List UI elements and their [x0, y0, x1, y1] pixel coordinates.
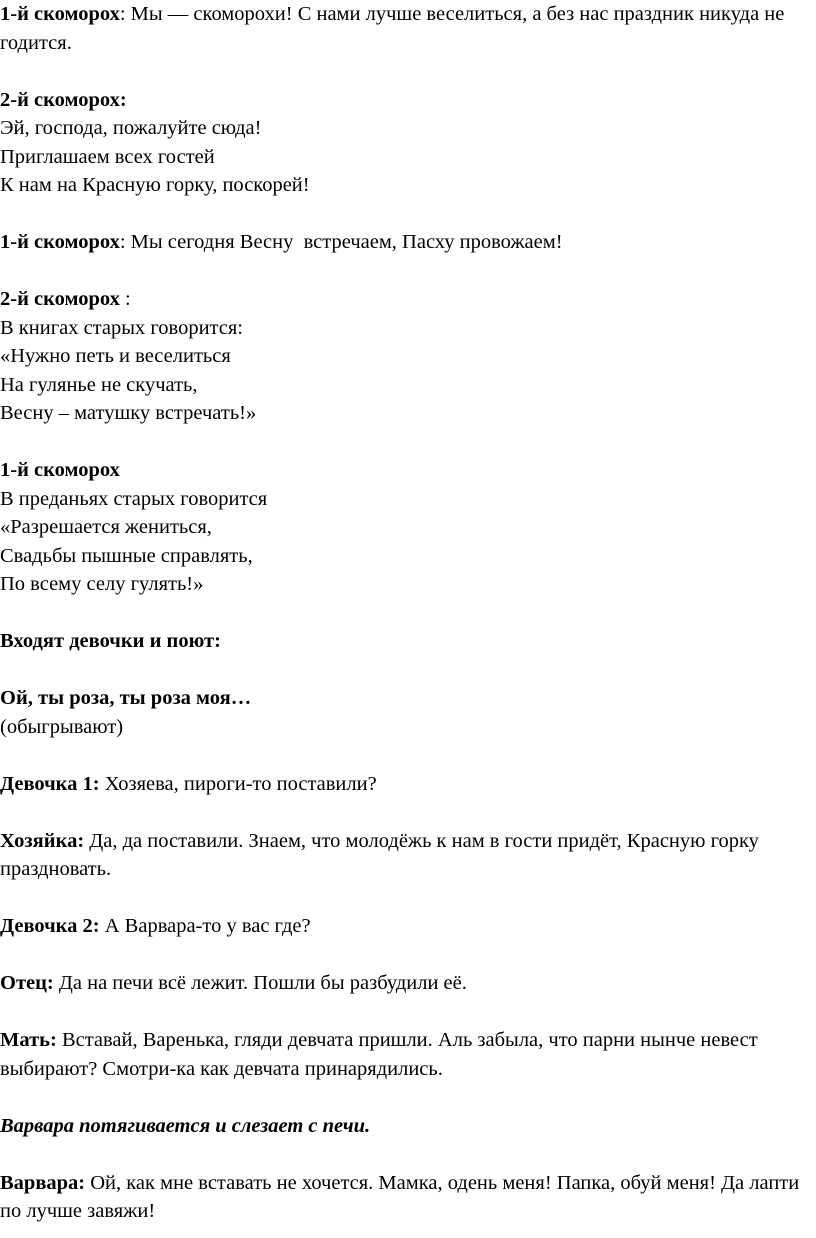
- paragraph-text: Хозяева, пироги-то поставили?: [99, 772, 377, 795]
- paragraph-text: Вставай, Варенька, гляди девчата пришли. Аль забыла, что парни нынче невест выбирают? Смотри-ка как девчата принарядились.: [0, 1029, 763, 1080]
- verse-line: Весну – матушку встречать!»: [0, 402, 257, 424]
- paragraph-5: [0, 456, 810, 599]
- paragraph-11: [0, 969, 810, 998]
- speaker-label: 1-й скоморох: [0, 3, 120, 25]
- paragraph-text: : Мы — скоморохи! С нами лучше веселиться, а без нас праздник никуда не годится.: [0, 3, 790, 54]
- paragraph-1: [0, 0, 810, 57]
- paragraph-text: А Варвара-то у вас где?: [99, 915, 311, 937]
- paragraph-8: [0, 770, 810, 799]
- verse-line: Приглашаем всех гостей: [0, 145, 215, 168]
- paragraph-7: [0, 684, 810, 741]
- stage-direction: Варвара потягивается и слезает с печи.: [0, 1114, 371, 1137]
- paragraph-12: [0, 1026, 810, 1083]
- paragraph-9: [0, 827, 810, 884]
- speaker-label: Девочка 1:: [0, 772, 100, 795]
- paragraph-6: [0, 627, 810, 656]
- paragraph-text: Да, да поставили. Знаем, что молодёжь к нам в гости придёт, Красную горку праздновать.: [0, 829, 765, 880]
- speaker-label: Варвара:: [0, 1171, 86, 1194]
- paragraph-text: : Мы сегодня Весну встречаем, Пасху провожаем!: [119, 231, 563, 253]
- speaker-label: 1-й скоморох: [0, 231, 120, 253]
- paragraph-2: [0, 86, 810, 200]
- paragraph-13: [0, 1112, 810, 1141]
- verse-line: В книгах старых говорится:: [0, 316, 243, 339]
- speaker-label: 2-й скоморох: [0, 288, 120, 310]
- verse-line: По всему селу гулять!»: [0, 573, 204, 595]
- speaker-label: Мать:: [0, 1029, 57, 1051]
- paragraph-10: [0, 912, 810, 941]
- speaker-suffix: :: [119, 288, 131, 310]
- speaker-label: 2-й скоморох:: [0, 88, 127, 111]
- paragraph-text: Ой, как мне вставать не хочется. Мамка, одень меня! Папка, обуй меня! Да лапти по лучше завяжи!: [0, 1171, 805, 1222]
- paragraph-4: [0, 285, 810, 428]
- verse-line: «Нужно петь и веселиться: [0, 345, 231, 367]
- verse-line: В преданьях старых говорится: [0, 487, 268, 510]
- verse-line: Эй, господа, пожалуйте сюда!: [0, 117, 262, 139]
- speaker-label: Хозяйка:: [0, 829, 85, 852]
- verse-line: «Разрешается жениться,: [0, 516, 212, 538]
- paragraph-3: [0, 228, 810, 257]
- stage-heading: Входят девочки и поют:: [0, 630, 221, 652]
- speaker-label: Девочка 2:: [0, 915, 100, 937]
- stage-note: (обыгрывают): [0, 715, 124, 738]
- paragraph-14: [0, 1169, 810, 1226]
- verse-line: Свадьбы пышные справлять,: [0, 544, 253, 567]
- verse-line: К нам на Красную горку, поскорей!: [0, 174, 310, 196]
- speaker-label: 1-й скоморох: [0, 459, 120, 481]
- song-title: Ой, ты роза, ты роза моя…: [0, 687, 252, 709]
- speaker-label: Отец:: [0, 972, 54, 994]
- paragraph-text: Да на печи всё лежит. Пошли бы разбудили её.: [53, 972, 467, 994]
- verse-line: На гулянье не скучать,: [0, 373, 198, 396]
